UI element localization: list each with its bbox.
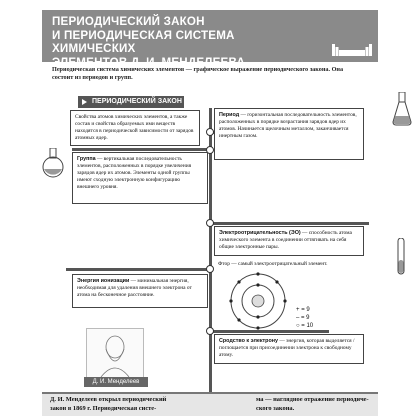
frame-branch — [66, 268, 212, 271]
legend-value: = 9 — [301, 307, 310, 313]
law-text: Свойства атомов химических элементов, а также состав и свойства образуемых ими веществ находятся в периодической зависимости от зарядов атомных ядер. — [75, 114, 194, 141]
footer-left-line-1: Д. И. Менделеев открыл периодический — [50, 396, 167, 403]
period-box — [214, 108, 364, 160]
law-box — [70, 110, 200, 146]
footer-right — [256, 396, 376, 413]
frame-joint — [206, 327, 214, 335]
electronegativity-box — [214, 226, 364, 256]
arrow-icon — [82, 99, 87, 105]
period-text: — горизонтальная последовательность элементов, расположенных в порядке возрастания зарядов ядер их атомов. Начинается щелочным металлом, заканчивается инертным газом. — [219, 112, 357, 139]
frame-joint — [206, 265, 214, 273]
electron-icon: – — [296, 315, 300, 321]
frame-joint — [206, 128, 214, 136]
affinity-box — [214, 334, 364, 364]
flask-icon — [392, 92, 412, 126]
portrait-image — [86, 328, 144, 378]
title-line-3: ЭЛЕМЕНТОВ Д. И. МЕНДЕЛЕЕВА — [52, 55, 246, 69]
frame-branch — [209, 330, 329, 333]
footer-left-line-2: закон в 1869 г. Периодическая систе- — [50, 404, 157, 412]
neutron-icon: ○ — [296, 323, 300, 329]
footer-note — [42, 392, 378, 416]
section-label — [78, 96, 184, 108]
page-title — [52, 15, 302, 69]
title-line-2: И ПЕРИОДИЧЕСКАЯ СИСТЕМА ХИМИЧЕСКИХ — [52, 28, 235, 55]
portrait-sketch — [87, 329, 143, 377]
test-tube-icon — [390, 238, 412, 278]
footer-right-line-1: ма — наглядное отражение периодиче- — [256, 396, 369, 403]
periodic-table-icon — [332, 44, 372, 56]
fluorine-text: Фтор — самый электроотрицательный элемент. — [218, 261, 328, 267]
en-term: Электроотрицательность (ЭО) — [219, 230, 301, 236]
frame-joint — [206, 219, 214, 227]
title-line-1: ПЕРИОДИЧЕСКИЙ ЗАКОН — [52, 15, 205, 28]
intro-text: Периодическая система химических элементов — графическое выражение периодического закона. Она состоит из периодов и групп. — [52, 66, 344, 81]
header-banner — [42, 10, 378, 69]
legend-row — [296, 314, 310, 322]
round-flask-icon — [40, 148, 66, 178]
ionization-term: Энергия ионизации — [77, 278, 130, 284]
fluorine-note — [214, 258, 364, 272]
footer-right-line-2: ского закона. — [256, 404, 295, 412]
group-box — [72, 152, 208, 204]
legend-row — [296, 322, 313, 330]
ionization-text: — минимальная энергия, необходимая для удаления внешнего электрона от атома на бесконечное расстояние. — [77, 278, 192, 298]
affinity-term: Сродство к электрону — [219, 338, 278, 344]
portrait-caption: Д. И. Менделеев — [84, 377, 148, 387]
period-term: Период — [219, 112, 240, 118]
group-text: — вертикальная последовательность элементов, расположенных в порядке увеличения зарядов ядер их атомов. Элементы одной группы имеют сходную электронную конфигурацию внешнего уровня. — [77, 156, 192, 190]
atom-diagram-icon — [228, 272, 288, 330]
frame-branch — [72, 148, 212, 151]
frame-branch — [209, 222, 369, 225]
proton-icon: + — [296, 307, 300, 313]
footer-left — [50, 396, 210, 413]
group-term: Группа — [77, 156, 96, 162]
legend-row — [296, 306, 310, 314]
legend-value: = 10 — [301, 323, 314, 329]
ionization-box — [72, 274, 208, 308]
legend-value: = 9 — [301, 315, 310, 321]
affinity-text: — энергия, которая выделяется / поглощается при присоединении электрона к свободному атому. — [219, 338, 355, 358]
section-label-text: ПЕРИОДИЧЕСКИЙ ЗАКОН — [92, 98, 182, 105]
en-text: — способность атома химического элемента в соединении оттягивать на себя общие электронные пары. — [219, 230, 352, 250]
